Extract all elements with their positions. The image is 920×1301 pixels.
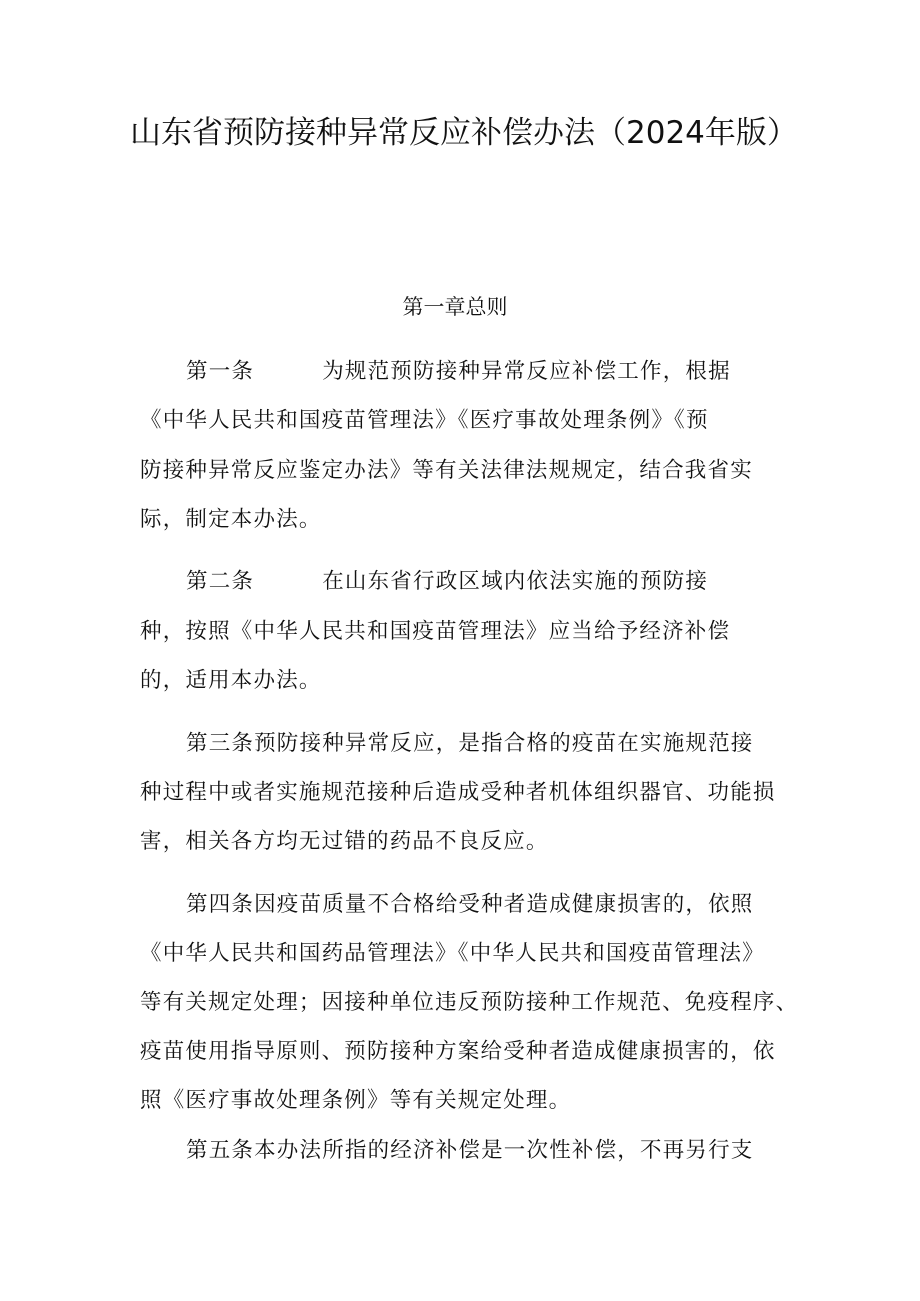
article-4-line-4: 疫苗使用指导原则、预防接种方案给受种者造成健康损害的，依: [140, 1039, 776, 1064]
article-5-line-1: 第五条本办法所指的经济补偿是一次性补偿，不再另行支: [186, 1138, 754, 1163]
article-2-line-2: 种，按照《中华人民共和国疫苗管理法》应当给予经济补偿: [140, 619, 731, 644]
article-1-line-2: 《中华人民共和国疫苗管理法》《医疗事故处理条例》《预: [140, 408, 709, 433]
article-2-line-3: 的，适用本办法。: [140, 668, 322, 693]
article-1-line-4: 际，制定本办法。: [140, 507, 322, 532]
article-3-line-3: 害，相关各方均无过错的药品不良反应。: [140, 829, 549, 854]
article-4-line-2: 《中华人民共和国药品管理法》《中华人民共和国疫苗管理法》: [140, 941, 765, 966]
article-3-line-2: 种过程中或者实施规范接种后造成受种者机体组织器官、功能损: [140, 780, 776, 805]
article-4-line-3: 等有关规定处理；因接种单位违反预防接种工作规范、免疫程序、: [140, 990, 799, 1015]
article-4-line-1: 第四条因疫苗质量不合格给受种者造成健康损害的，依照: [186, 892, 754, 917]
document-title: 山东省预防接种异常反应补偿办法（2024年版）: [130, 115, 798, 151]
article-1-line-1: 第一条 为规范预防接种异常反应补偿工作，根据: [186, 359, 731, 384]
article-1-line-3: 防接种异常反应鉴定办法》等有关法律法规规定，结合我省实: [140, 458, 753, 483]
chapter-heading: 第一章总则: [402, 295, 508, 319]
article-3-line-1: 第三条预防接种异常反应，是指合格的疫苗在实施规范接: [186, 731, 754, 756]
article-4-line-5: 照《医疗事故处理条例》等有关规定处理。: [140, 1088, 572, 1113]
article-2-line-1: 第二条 在山东省行政区域内依法实施的预防接: [186, 569, 709, 594]
